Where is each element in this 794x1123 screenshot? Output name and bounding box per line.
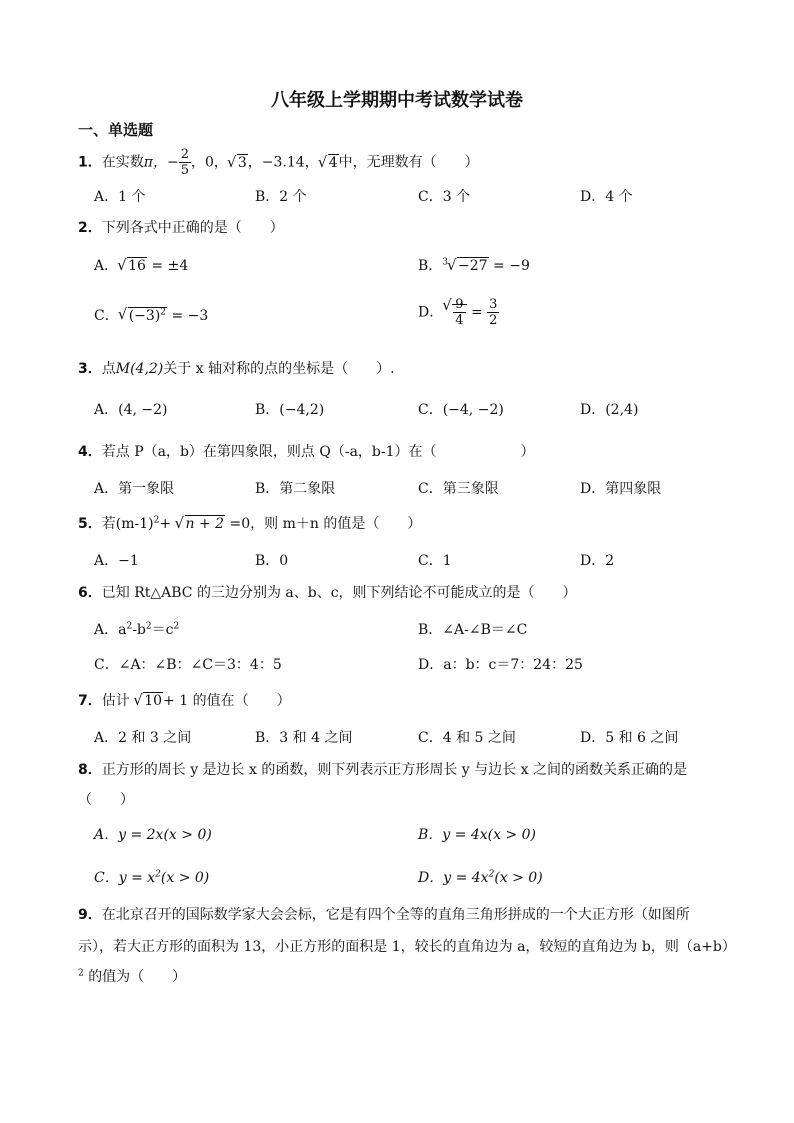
option-b: B．3 和 4 之间 (255, 730, 353, 746)
text: = −9 (493, 258, 530, 274)
exponent: 2 (173, 621, 180, 632)
option-d (418, 867, 543, 887)
option-d: D．a：b：c＝7：24：25 (418, 657, 583, 673)
sqrt (134, 693, 163, 709)
cube-root (448, 258, 489, 274)
text: 若(m-1) (101, 516, 154, 532)
question-number: 8． (78, 762, 102, 778)
text: + (159, 516, 172, 532)
sqrt (176, 516, 226, 532)
sqrt-arg: (−3) (128, 308, 161, 324)
numerator: √ 9 (455, 297, 464, 312)
option-b: B．第二象限 (255, 481, 336, 497)
question-1-stem (78, 148, 479, 177)
label: A． (94, 258, 119, 274)
option-a: A．2 和 3 之间 (94, 730, 192, 746)
point-label: M(4,2) (115, 361, 164, 377)
option-b: B．y = 4x(x > 0) (418, 827, 536, 843)
question-number: 3． (78, 361, 102, 377)
question-9-line-3 (78, 966, 186, 986)
option-c (94, 305, 208, 325)
option-d: D．(2,4) (580, 402, 639, 418)
question-7-stem (78, 690, 291, 710)
question-number: 1． (78, 154, 102, 171)
sqrt (319, 155, 339, 171)
text: − (166, 154, 179, 171)
question-number: 4． (78, 444, 102, 460)
text: 估计 (101, 693, 130, 709)
label: D． (418, 304, 444, 321)
option-d: D．第四象限 (580, 481, 662, 497)
text: 正方形的周长 y 是边长 x 的函数，则下列表示正方形周长 y 与边长 x 之间的函数关系正确的是 (101, 762, 687, 778)
option-b (418, 255, 530, 275)
text: 的值为（ ） (88, 969, 187, 985)
option-c: C．1 (418, 553, 452, 569)
text: ，0， (190, 154, 228, 171)
option-c: C．∠A：∠B：∠C＝3：4：5 (94, 657, 282, 673)
option-a: A．第一象限 (94, 481, 175, 497)
option-a: A．y = 2x(x > 0) (94, 827, 212, 843)
text: 下列各式中正确的是（ ） (101, 220, 284, 236)
text: 点 (101, 361, 116, 377)
text: 的值在（ ） (192, 693, 291, 709)
text: 在实数 (101, 154, 144, 171)
text: -b (132, 622, 146, 638)
sqrt-arg: 10 (144, 693, 163, 709)
text: C．y = x (94, 870, 156, 886)
root-arg: −27 (458, 258, 488, 274)
question-8-stem (78, 759, 687, 779)
root-index: 3 (442, 257, 449, 268)
sqrt-arg: 4 (328, 154, 338, 171)
option-a: A．1 个 (94, 189, 146, 205)
question-8-stem-cont: （ ） (78, 792, 134, 808)
exponent: 2 (145, 621, 152, 632)
label: C． (94, 308, 119, 324)
numerator: 2 (180, 147, 189, 162)
option-c: C．第三象限 (418, 481, 499, 497)
text: (x > 0) (494, 870, 543, 886)
question-4-stem (78, 441, 535, 461)
page-title: 八年级上学期期中考试数学试卷 (271, 90, 523, 111)
option-b: B．0 (255, 553, 289, 569)
exponent: 2 (155, 869, 161, 880)
text: 若点 P（a，b）在第四象限，则点 Q（-a，b-1）在（ ） (101, 444, 535, 460)
option-d (418, 298, 499, 327)
question-3-stem (78, 358, 395, 378)
option-a (94, 619, 179, 639)
text: (x > 0) (160, 870, 210, 886)
section-heading: 一、单选题 (78, 121, 154, 139)
text: 已知 Rt△ABC 的三边分别为 a、b、c，则下列结论不可能成立的是（ ） (101, 585, 577, 601)
text: + 1 (163, 693, 189, 709)
option-c: C．(−4, −2) (418, 402, 504, 418)
fraction (487, 298, 499, 327)
text: ＝c (151, 622, 174, 638)
question-9-stem (78, 904, 690, 924)
option-c: C．4 和 5 之间 (418, 730, 516, 746)
option-d: D．4 个 (580, 189, 633, 205)
option-a: A．−1 (94, 553, 139, 569)
sqrt-arg: n + 2 (185, 516, 225, 532)
option-b: B．∠A-∠B＝∠C (418, 622, 528, 638)
sqrt-arg-wrap (452, 297, 466, 328)
exponent: 2 (488, 869, 495, 880)
question-9-line-2: 示），若大正方形的面积为 13，小正方形的面积是 1，较长的直角边为 a，较短的直角边为 b，则（a+b） (78, 939, 736, 955)
text: π， (143, 154, 167, 171)
sqrt (443, 298, 466, 327)
question-2-stem (78, 217, 284, 237)
text: = ±4 (151, 258, 189, 274)
option-c: C．3 个 (418, 189, 471, 205)
text: = (470, 304, 483, 321)
exponent: 2 (126, 621, 133, 632)
question-number: 2． (78, 220, 102, 236)
option-a: A．(4, −2) (94, 402, 168, 418)
option-d: D．5 和 6 之间 (580, 730, 679, 746)
text: 在北京召开的国际数学家大会会标，它是有四个全等的直角三角形拼成的一个大正方形（如图所 (101, 907, 690, 923)
sqrt (228, 155, 248, 171)
exponent: 2 (78, 968, 84, 979)
fraction (179, 148, 191, 177)
sqrt-arg: 16 (128, 258, 146, 274)
option-c (94, 867, 209, 887)
option-b: B．2 个 (255, 189, 307, 205)
sqrt-arg: 3 (237, 154, 247, 171)
option-b: B．(−4,2) (255, 402, 325, 418)
denominator: 2 (489, 313, 498, 328)
text: 中，无理数有（ ） (338, 154, 479, 171)
text: D．y = 4x (418, 870, 489, 886)
text: = −3 (171, 308, 209, 324)
question-number: 6． (78, 585, 102, 601)
sqrt (119, 307, 167, 324)
question-6-stem (78, 582, 577, 602)
label: B． (418, 258, 443, 274)
exponent: 2 (153, 515, 160, 526)
numerator: 3 (489, 297, 498, 312)
question-number: 5． (78, 516, 102, 532)
option-a (94, 255, 188, 275)
exponent: 2 (160, 307, 167, 318)
text: =0，则 m＋n 的值是（ ） (229, 516, 422, 532)
question-number: 7． (78, 693, 102, 709)
option-d: D．2 (580, 553, 615, 569)
sqrt-arg-wrap (128, 307, 167, 324)
denominator: 5 (180, 163, 189, 178)
question-5-stem (78, 513, 421, 533)
fraction (453, 298, 465, 327)
text: ，−3.14， (247, 154, 319, 171)
sqrt (118, 258, 147, 274)
text: A．a (94, 622, 127, 638)
denominator: 4 (455, 313, 464, 328)
text: 关于 x 轴对称的点的坐标是（ ）. (163, 361, 395, 377)
question-number: 9． (78, 907, 102, 923)
